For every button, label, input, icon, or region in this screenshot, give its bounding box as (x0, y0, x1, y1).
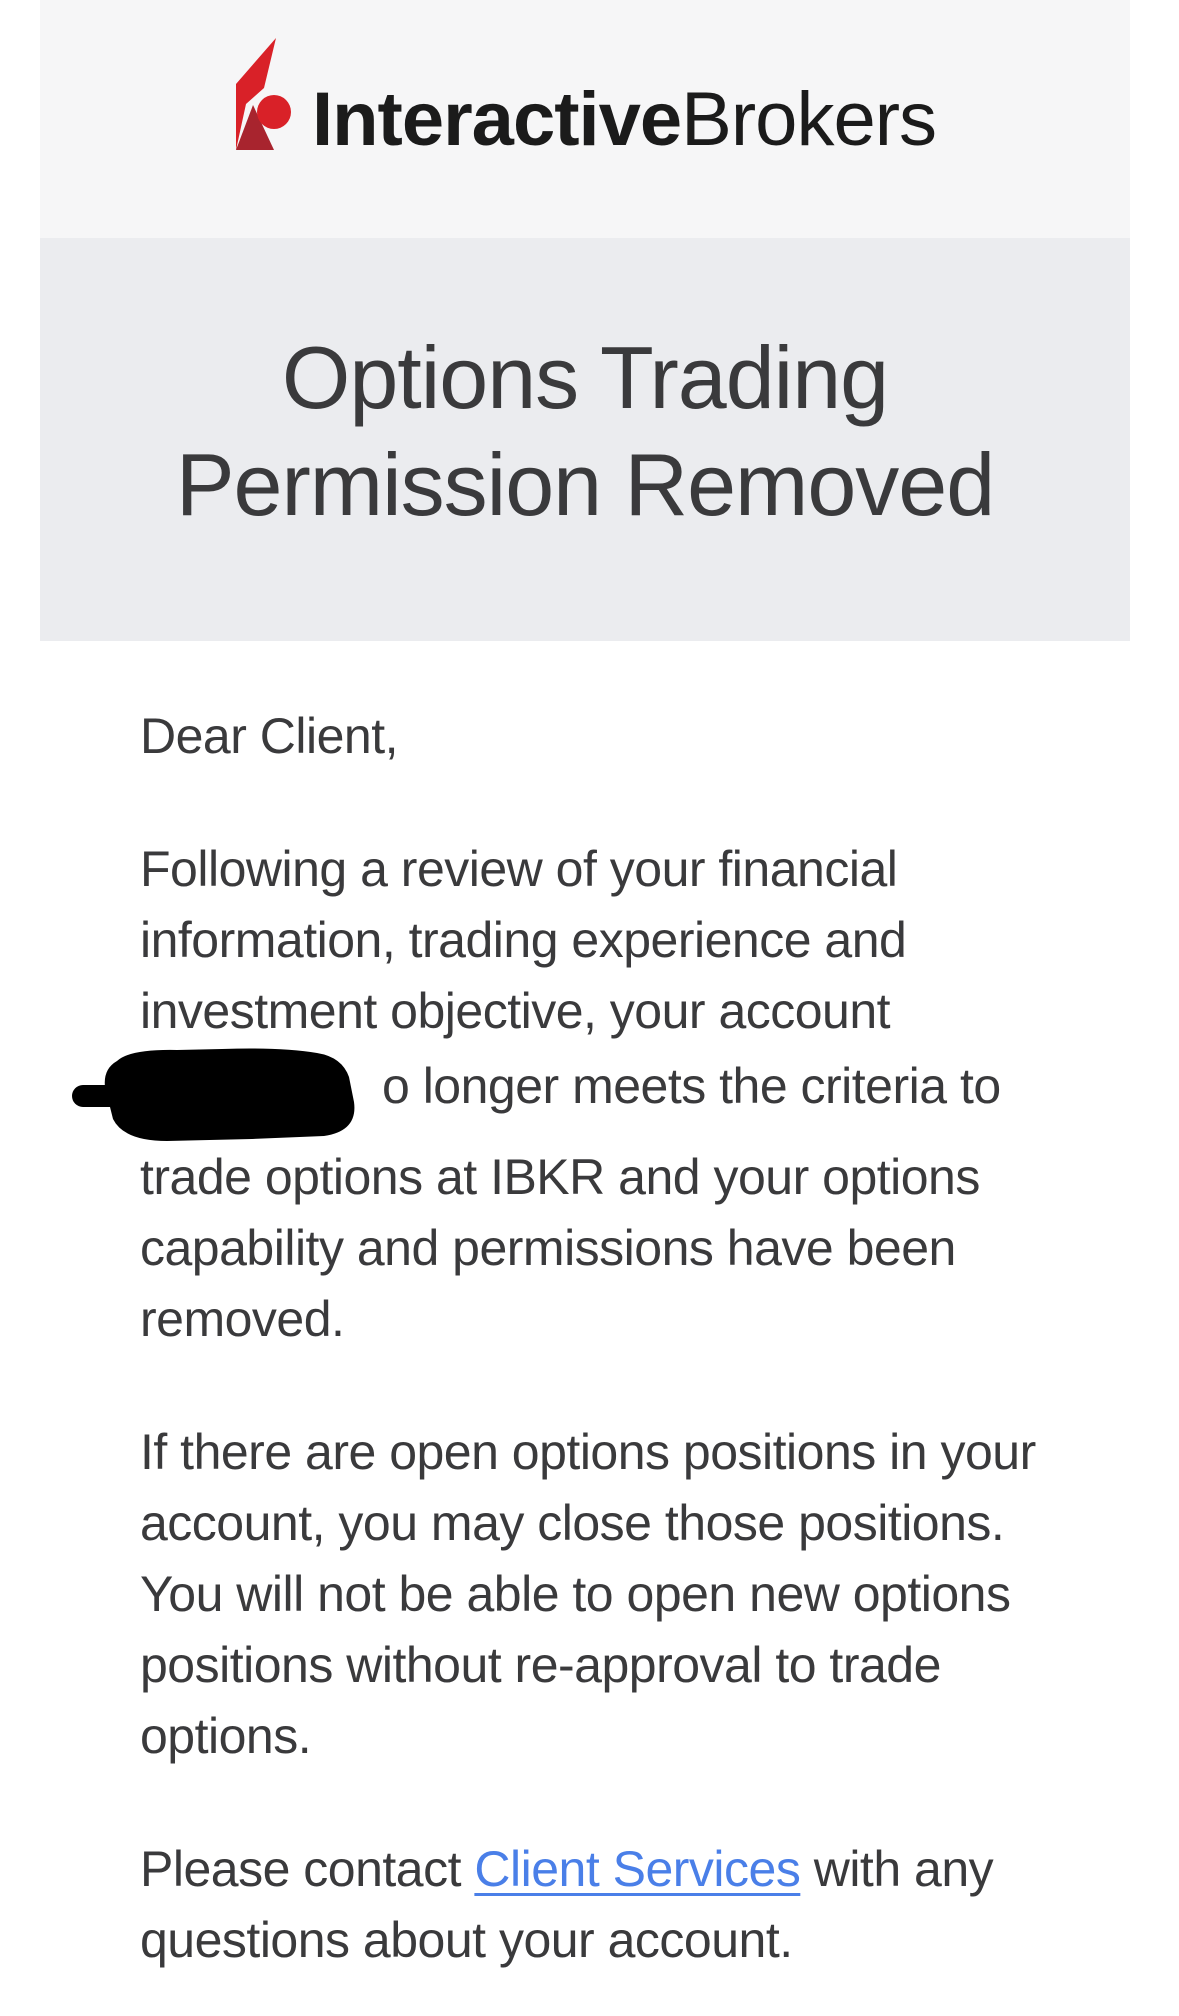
contact-prefix: Please contact (140, 1841, 475, 1897)
redacted-line-text: o longer meets the criteria to (382, 1058, 1001, 1114)
paragraph-line: removed. (140, 1291, 345, 1347)
paragraph-line: account, you may close those positions. (140, 1495, 1005, 1551)
paragraph-line: positions without re-approval to trade (140, 1637, 941, 1693)
paragraph-line: investment objective, your account (140, 983, 891, 1039)
hero-band (40, 238, 1130, 641)
paragraph-review (140, 834, 1130, 1355)
paragraph-line-contact (140, 1834, 1130, 1905)
email-header-band (40, 0, 1130, 238)
logo-wordmark-brokers: Brokers (681, 77, 937, 162)
paragraph-line: options. (140, 1708, 312, 1764)
black-marker-redaction (72, 1047, 382, 1142)
paragraph-line: You will not be able to open new options (140, 1566, 1011, 1622)
paragraph-line: information, trading experience and (140, 912, 907, 968)
ibkr-spark-icon (234, 38, 292, 152)
letter-body (40, 641, 1130, 2016)
paragraph-line: questions about your account. (140, 1912, 793, 1968)
contact-suffix: with any (800, 1841, 994, 1897)
logo-wordmark (311, 77, 937, 162)
paragraph-line: trade options at IBKR and your options (140, 1149, 980, 1205)
paragraph-contact (140, 1834, 1130, 1976)
client-services-link[interactable]: Client Services (474, 1841, 801, 1897)
paragraph-line-redacted (140, 1047, 1130, 1142)
paragraph-open-positions (140, 1417, 1130, 1772)
salutation-line: Dear Client, (140, 708, 398, 764)
paragraph-line: Following a review of your financial (140, 841, 898, 897)
page-title: Options Trading Permission Removed (175, 328, 995, 534)
salutation (140, 701, 1130, 772)
paragraph-line: capability and permissions have been (140, 1220, 956, 1276)
paragraph-line: If there are open options positions in your (140, 1424, 1036, 1480)
email-body-column (40, 0, 1130, 1985)
logo-wordmark-interactive: Interactive (311, 77, 682, 162)
interactive-brokers-logo (234, 38, 937, 162)
